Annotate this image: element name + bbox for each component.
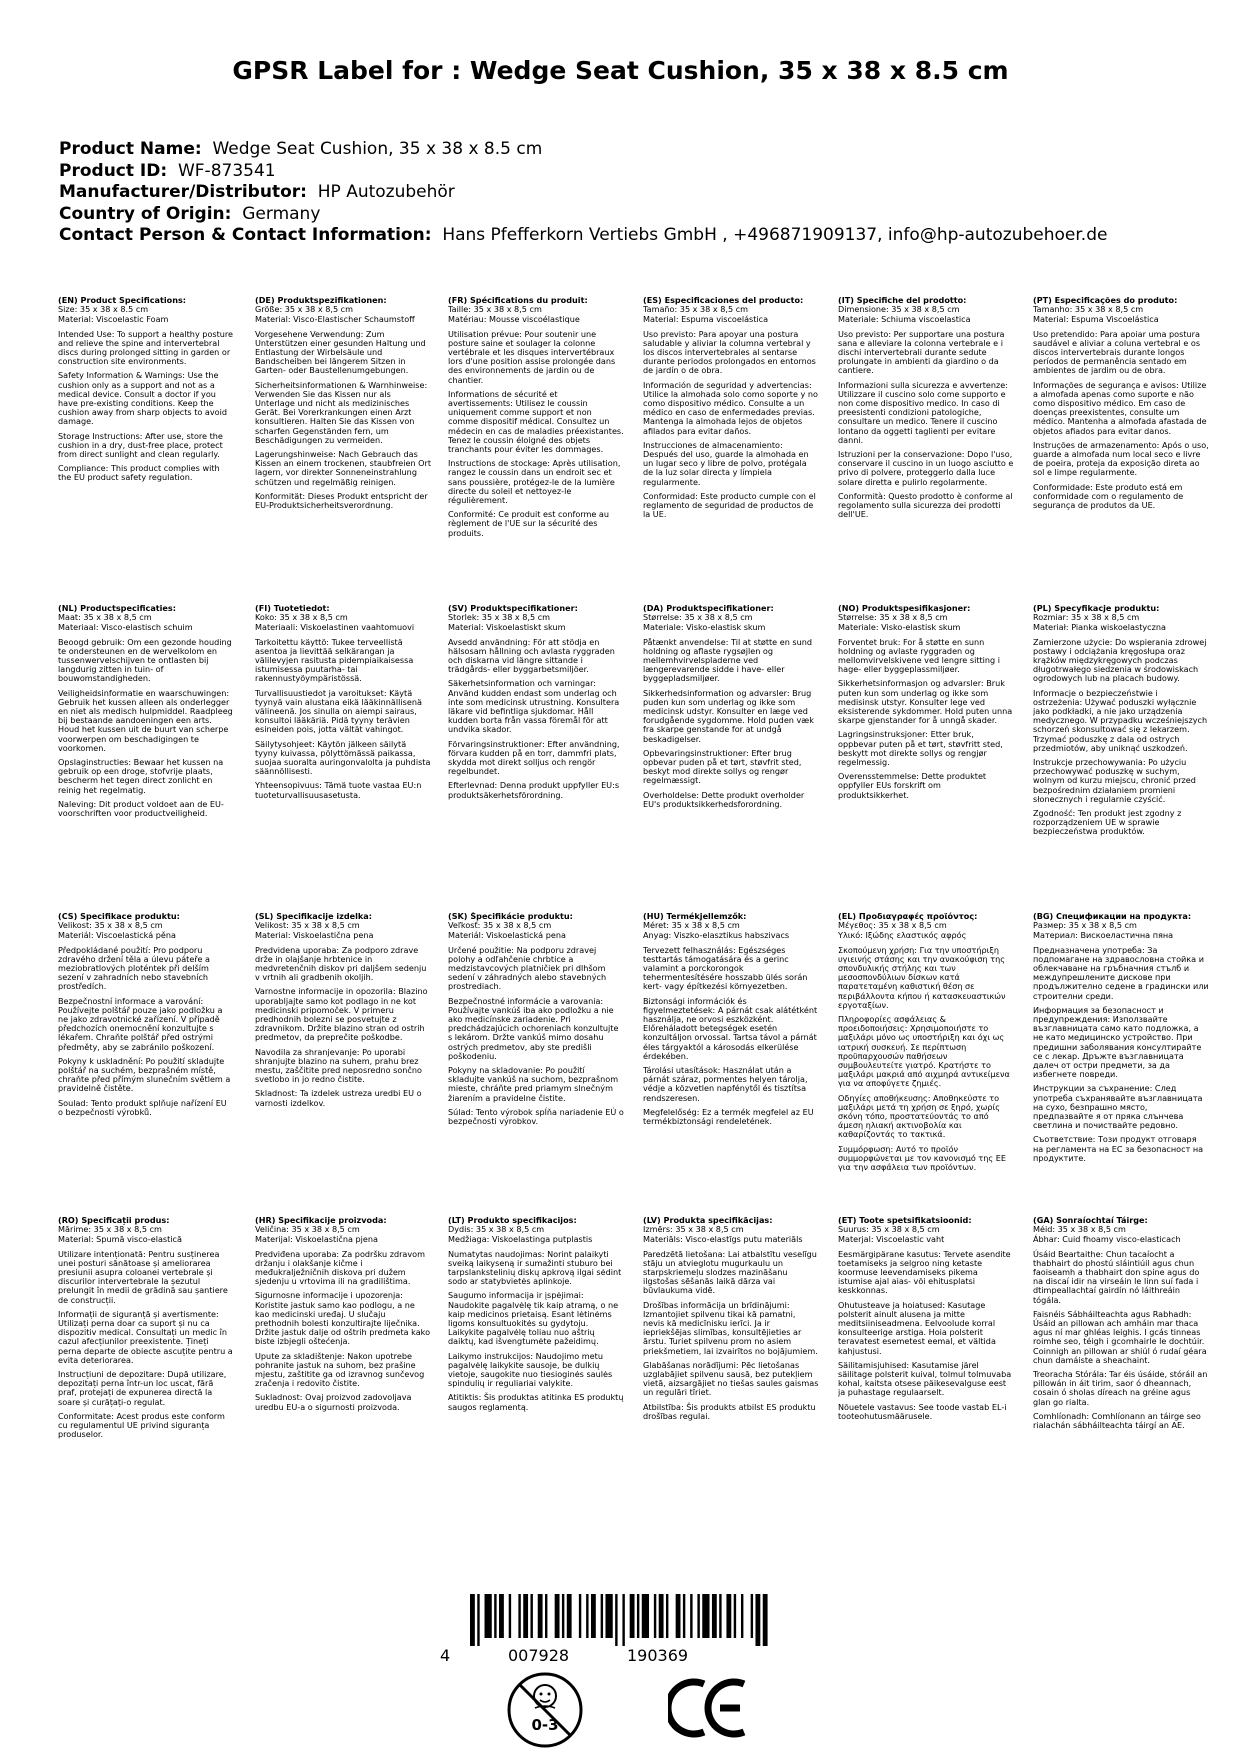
spec-line: Säkerhetsinformation och varningar: Använd kudden endast som underlag och inte som medicinsk utrustning. Konsultera läkare vid befintliga sjukdomar. Håll kudden borta från vassa föremål för att undvika skador. xyxy=(448,678,620,735)
spec-line: Maat: 35 x 38 x 8,5 cm xyxy=(58,612,152,623)
spec-line: Uso pretendido: Para apoiar uma postura saudável e aliviar a coluna vertebral e os discos intervertebrais durante longos períodos de permanência sentado em ambientes de jardim ou de obra. xyxy=(1033,328,1201,376)
spec-line: Størrelse: 35 x 38 x 8,5 cm xyxy=(643,612,753,623)
spec-line: Yhteensopivuus: Tämä tuote vastaa EU:n tuoteturvallisuusasetusta. xyxy=(255,780,422,800)
spec-line: Uso previsto: Para apoyar una postura saludable y aliviar la columna vertebral y los discos intervertebrales al sentarse durante periodos prolongados en entornos de jardín o de obra. xyxy=(643,328,816,376)
spec-line: Bezpečnostní informace a varování: Používejte polštář pouze jako podložku a ne jako zdravotnické zařízení. V případě předchozích onemocnění konzultujte s lékařem. Chraňte polštář před ostrými předměty, aby se zabránilo poškození. xyxy=(58,995,223,1052)
barcode-bar xyxy=(485,1594,492,1638)
info-row xyxy=(59,204,1209,226)
barcode-bar xyxy=(630,1594,635,1638)
spec-line: Paredzētā lietošana: Lai atbalstītu veselīgu stāju un atvieglotu mugurkaulu un starpskriemeļu slodzes mazināšanu ilgstošas sēšanās laikā dārza vai būvlaukuma vidē. xyxy=(643,1248,817,1296)
barcode-bar xyxy=(763,1594,768,1646)
barcode-bar xyxy=(562,1594,564,1638)
spec-line: Größe: 35 x 38 x 8,5 cm xyxy=(255,304,353,315)
spec-line: Utilizare intenționată: Pentru susținerea unei posturi sănătoase și ameliorarea presiunii asupra coloanei vertebrale și discurilor intervertebrale la șezutul prelungit în medii de grădină sau șantiere de construcții. xyxy=(58,1248,228,1305)
spec-line: Treoracha Stórála: Tar éis úsáide, stóráil an pillowán in áit tirim, saor ó dheannach, cosain ó sholas díreach na gréine agus glan go rialta. xyxy=(1033,1369,1208,1407)
spec-line: Säilytysohjeet: Käytön jälkeen säilytä tyyny kuivassa, pölyttömässä paikassa, suojaa suoralta auringonvalolta ja puhdista säännöllisesti. xyxy=(255,738,431,777)
spec-line: Velikost: 35 x 38 x 8,5 cm xyxy=(255,920,360,931)
spec-line: Instruções de armazenamento: Após o uso, guarde a almofada num local seco e livre de poeira, proteja da exposição direta ao sol e limpe regularmente. xyxy=(1033,439,1209,478)
info-row xyxy=(59,139,1209,161)
spec-line: Информация за безопасност и предупреждения: Използвайте възглавницата само като подложка, а не като медицинско устройство. При предишни заболявания консултирайте се с лекар. Дръжте възглавницата далеч от остри предмети, за да избегнете повреди. xyxy=(1033,1004,1202,1080)
spec-line: Úsáid Beartaithe: Chun tacaíocht a thabhairt do phostú sláintiúil agus chun faoiseamh a thabhairt don spine agus do na discaí idir na virseáin le linn suí fada i dtimpeallachtaí gairdín nó láithreáin tógála. xyxy=(1033,1248,1200,1305)
spec-line: Turvallisuustiedot ja varoitukset: Käytä tyynyä vain alustana eikä lääkinnällisenä välineenä. Jos sinulla on aiempi sairaus, konsultoi lääkäriä. Pidä tyyny terävien esineiden pois, jotta vältät vahingot. xyxy=(255,687,422,735)
info-row xyxy=(59,182,1209,204)
spec-line: Anyag: Viszko-elasztikus habszivacs xyxy=(643,930,790,941)
spec-section xyxy=(58,296,234,488)
spec-line: Atitiktis: Šis produktas atitinka ES produktų saugos reglamentą. xyxy=(448,1392,624,1412)
spec-line: Materiál: Viskoelastická pena xyxy=(448,930,566,941)
spec-section xyxy=(448,604,624,805)
barcode-bar xyxy=(726,1594,731,1638)
barcode-bar xyxy=(697,1594,699,1638)
spec-line: Инструкции за съхранение: След употреба съхранявайте възглавницата на сухо, безпрашно място, предпазвайте я от пряка слънчева светлина и почиствайте редовно. xyxy=(1033,1083,1203,1131)
spec-line: Dimensione: 35 x 38 x 8,5 cm xyxy=(838,304,960,315)
spec-line: Förvaringsinstruktioner: Efter användning, förvara kudden på en torr, dammfri plats, skydda mot direkt solljus och rengör regelbundet. xyxy=(448,738,620,777)
spec-section xyxy=(1033,1216,1209,1435)
spec-section xyxy=(448,296,624,543)
spec-line: Predviđena uporaba: Za podršku zdravom držanju i olakšanje kičme i međukralježničnih diskova pri dužem sjedenju u vrtovima ili na gradilištima. xyxy=(255,1248,426,1287)
spec-heading: (SK) Špecifikácie produktu: xyxy=(448,912,573,921)
barcode-digit-first: 4 xyxy=(440,1646,451,1665)
spec-line: Zgodność: Ten produkt jest zgodny z rozporządzeniem UE w sprawie bezpieczeństwa produktów. xyxy=(1033,808,1182,837)
spec-line: Påtænkt anvendelse: Til at støtte en sund holdning og aflaste rygsøjlen og mellemhvirvelspladerne ved længerevarende sidde i have- eller byggepladsmiljøer. xyxy=(643,636,813,684)
spec-line: Lagringsinstruksjoner: Etter bruk, oppbevar puten på et tørt, støvfritt sted, beskytt mot direkte sollys og rengjør regelmessig. xyxy=(838,729,1003,768)
spec-heading: (HR) Specifikacije proizvoda: xyxy=(255,1216,387,1225)
spec-line: Размер: 35 x 38 x 8,5 cm xyxy=(1033,920,1137,931)
spec-section xyxy=(838,912,1014,1177)
spec-line: Tervezett felhasználás: Egészséges testtartás támogatására és a gerinc valamint a porckorongok tehermentesítésére hosszabb ülés során kert- vagy építkezési környezetben. xyxy=(643,944,808,992)
spec-section xyxy=(643,296,819,524)
info-key: Product Name: xyxy=(59,139,202,159)
spec-line: Upute za skladištenje: Nakon upotrebe pohranite jastuk na suhom, bez prašine mjestu, zaštitite ga od izravnog sunčevog zračenja i redovito čistite. xyxy=(255,1350,425,1389)
spec-line: Faisnéis Sábháilteachta agus Rabhadh: Úsáid an pillowan ach amháin mar thaca agus ní mar ghléas leighis. I gcás tinneas roimhe seo, téigh i gcomhairle le dochtúir. Coinnigh an pillowan ar shiúl ó rudaí géara chun damáiste a sheachaint. xyxy=(1033,1308,1207,1365)
spec-line: Utilisation prévue: Pour soutenir une posture saine et soulager la colonne vertébrale et les disques intervertébraux lors d'une position assise prolongée dans des environnements de jardin ou de chantier. xyxy=(448,328,616,385)
spec-line: Tarkoitettu käyttö: Tukee terveellistä asentoa ja lievittää selkärangan ja välilevyjen rasitusta pidempiaikaisessa istumisessa puutarha- tai rakennustyöympäristössä. xyxy=(255,636,414,684)
spec-line: Izmērs: 35 x 38 x 8,5 cm xyxy=(643,1224,744,1235)
spec-heading: (FI) Tuotetiedot: xyxy=(255,604,330,613)
spec-heading: (FR) Spécifications du produit: xyxy=(448,296,588,305)
spec-section xyxy=(643,1216,819,1426)
spec-line: Størrelse: 35 x 38 x 8,5 cm xyxy=(838,612,948,623)
age-warning-0-3-icon xyxy=(505,1670,585,1750)
spec-section xyxy=(58,912,234,1122)
spec-line: Méid: 35 x 38 x 8,5 cm xyxy=(1033,1224,1126,1235)
spec-line: Saugumo informacija ir įspėjimai: Naudokite pagalvėlę tik kaip atramą, o ne kaip medicinos prietaisą. Esant lėtinėms ligoms konsultuokitės su gydytoju. Laikykite pagalvėlę toliau nuo aštrių daiktų, kad išvengtumėte pažeidimų. xyxy=(448,1290,619,1347)
spec-line: Informacje o bezpieczeństwie i ostrzeżenia: Używać poduszki wyłącznie jako podkładki, a nie jako urządzenia medycznego. W przypadku wcześniejszych schorzeń skonsultować się z lekarzem. Trzymać poduszkę z dala od ostrych przedmiotów, aby uniknąć uszkodzeń. xyxy=(1033,687,1208,753)
spec-line: Materiaali: Viskoelastinen vaahtomuovi xyxy=(255,622,415,633)
spec-line: Biztonsági információk és figyelmeztetések: A párnát csak alátétként használja, ne orvosi eszközként. Előreháladott betegségek esetén konzultáljon orvossal. Tartsa távol a párnát éles tárgyaktól a károsodás elkerülése érdekében. xyxy=(643,995,818,1061)
spec-line: Material: Visco-Elastischer Schaumstoff xyxy=(255,314,415,325)
barcode-bar xyxy=(494,1594,496,1638)
barcode-bar xyxy=(605,1594,612,1638)
spec-section xyxy=(643,912,819,1131)
spec-line: Ohutusteave ja hoiatused: Kasutage polsterit ainult alusena ja mitte meditsiiniseadmena. Eelvoolude korral konsulteerige arstiga. Hoia polsterit teravatest esemetest eemal, et vältida kahjustusi. xyxy=(838,1299,996,1356)
spec-line: Vorgesehene Verwendung: Zum Unterstützen einer gesunden Haltung und Entlastung der Wirbelsäule und Bandscheiben bei längerem Sitzen in Garten- oder Baustellenumgebungen. xyxy=(255,328,426,376)
spec-line: Súlad: Tento výrobok spĺňa nariadenie EÚ o bezpečnosti výrobkov. xyxy=(448,1106,624,1127)
spec-line: Medžiaga: Viskoelastinga putplastis xyxy=(448,1234,593,1245)
barcode-bar xyxy=(712,1594,717,1638)
barcode-bar xyxy=(719,1594,721,1638)
spec-line: Drošības informācija un brīdinājumi: Izmantojiet spilvenu tikai kā pamatni, nevis kā medicīnisku ierīci. Ja ir iepriekšējas slimības, konsultējieties ar ārstu. Turiet spilvenu prom no asiem priekšmetiem, lai izvairītos no bojājumiem. xyxy=(643,1299,818,1356)
spec-line: Laikymo instrukcijos: Naudojimo metu pagalvėlę laikykite sausoje, be dulkių vietoje, saugokite nuo tiesioginės saulės spindulių ir reguliariai valykite. xyxy=(448,1350,613,1389)
spec-line: Avsedd användning: För att stödja en hälsosam hållning och avlasta ryggraden och diskarna vid längre sittande i trädgårds- eller byggarbetsmiljöer. xyxy=(448,636,615,675)
spec-line: Sukladnost: Ovaj proizvod zadovoljava uredbu EU-a o sigurnosti proizvoda. xyxy=(255,1392,412,1412)
spec-line: Mărime: 35 x 38 x 8,5 cm xyxy=(58,1224,162,1235)
spec-line: Glabāšanas norādījumi: Pēc lietošanas uzglabājiet spilvenu sausā, bez putekļiem vietā, aizsargājiet no tiešas saules gaismas un regulāri tīriet. xyxy=(643,1359,819,1398)
info-key: Manufacturer/Distributor: xyxy=(59,182,307,202)
barcode-bar xyxy=(676,1594,681,1638)
spec-line: Veľkosť: 35 x 38 x 8,5 cm xyxy=(448,920,552,931)
spec-line: Sikkerhetsinformasjon og advarsler: Bruk puten kun som underlag og ikke som medisinsk utstyr. Konsulter lege ved eksisterende sykdommer. Hold puten unna skarpe gjenstander for å unngå skader. xyxy=(838,678,1013,726)
spec-line: Lagerungshinweise: Nach Gebrauch das Kissen an einem trockenen, staubfreien Ort lagern, vor direkter Sonneneinstrahlung schützen und regelmäßig reinigen. xyxy=(255,449,431,487)
barcode-bar xyxy=(615,1594,617,1646)
spec-line: Atbilstība: Šis produkts atbilst ES produktu drošības regulai. xyxy=(643,1401,816,1421)
spec-line: Suurus: 35 x 38 x 8,5 cm xyxy=(838,1224,940,1235)
spec-line: Uso previsto: Per supportare una postura sana e alleviare la colonna vertebrale e i dischi intervertebrali durante sedute prolungate in ambienti da giardino o da cantiere. xyxy=(838,328,1005,376)
spec-line: Size: 35 x 38 x 8.5 cm xyxy=(58,304,149,315)
spec-line: Určené použitie: Na podporu zdravej polohy a odľahčenie chrbtice a medzistavcových platničiek pri dlhšom sedení v záhradných alebo stavebných prostrediach. xyxy=(448,944,607,992)
info-value: HP Autozubehör xyxy=(317,182,455,202)
spec-section xyxy=(838,1216,1014,1426)
spec-line: Veličina: 35 x 38 x 8,5 cm xyxy=(255,1224,360,1235)
spec-line: Safety Information & Warnings: Use the cushion only as a support and not as a medical device. Consult a doctor if you have pre-existing conditions. Keep the cushion away from sharp objects to avoid damage. xyxy=(58,370,228,427)
spec-line: Dydis: 35 x 38 x 8,5 cm xyxy=(448,1224,545,1235)
spec-line: Numatytas naudojimas: Norint palaikyti sveiką laikyseną ir sumažinti stuburo bei tarpslankstelinių diskų apkrovą ilgai sėdint sodo ar statybvietės aplinkoje. xyxy=(448,1248,622,1287)
spec-line: Megfelelőség: Ez a termék megfelel az EU termékbiztonsági rendeletének. xyxy=(643,1106,814,1127)
spec-line: Informações de segurança e avisos: Utilize a almofada apenas como suporte e não como dispositivo médico. Em caso de doenças preexistentes, consulte um médico. Mantenha a almofada afastada de objetos afiados para evitar danos. xyxy=(1033,379,1207,436)
barcode-bar xyxy=(659,1594,664,1638)
spec-section xyxy=(255,604,431,805)
spec-line: Compliance: This product complies with the EU product safety regulation. xyxy=(58,463,220,483)
spec-line: Υλικό: Ιξώδης ελαστικός αφρός xyxy=(838,930,967,941)
spec-line: Comhlíonadh: Comhlíonann an táirge seo rialachán sábháilteachta táirgí an AE. xyxy=(1033,1410,1201,1431)
barcode-bar xyxy=(499,1594,504,1638)
spec-heading: (NO) Produktspesifikasjoner: xyxy=(838,604,971,613)
spec-heading: (EN) Product Specifications: xyxy=(58,296,187,305)
spec-line: Istruzioni per la conservazione: Dopo l'uso, conservare il cuscino in un luogo asciutto e privo di polvere, proteggerlo dalla luce solare diretta e pulirlo regolarmente. xyxy=(838,449,1014,487)
spec-line: Zamierzone użycie: Do wspierania zdrowej postawy i odciążania kręgosłupa oraz krążków międzykręgowych podczas długotrwałego siedzenia w środowiskach ogrodowych lub na placach budowy. xyxy=(1033,636,1207,684)
spec-section xyxy=(1033,912,1209,1168)
page-title: GPSR Label for : Wedge Seat Cushion, 35 x 38 x 8.5 cm xyxy=(232,56,1009,85)
spec-line: Matériau: Mousse viscoélastique xyxy=(448,314,580,325)
barcode-bar xyxy=(538,1594,543,1638)
spec-line: Predvidena uporaba: Za podporo zdrave drže in olajšanje hrbtenice in medvretenčnih diskov pri daljšem sedenju v vrtnih ali gradbenih okoljih. xyxy=(255,944,427,983)
spec-line: Material: Espuma Viscoelástica xyxy=(1033,314,1159,325)
info-row xyxy=(59,161,1209,183)
spec-line: Informazioni sulla sicurezza e avvertenze: Utilizzare il cuscino solo come supporto e non come dispositivo medico. In caso di preesistenti condizioni patologiche, consultare un medico. Tenere il cuscino lontano da oggetti taglienti per evitare danni. xyxy=(838,379,1008,445)
barcode-bar xyxy=(622,1594,624,1646)
barcode-bar xyxy=(591,1594,596,1638)
spec-heading: (ET) Toote spetsifikatsioonid: xyxy=(838,1216,972,1225)
spec-line: Materiāls: Visco-elastīgs putu materiāls xyxy=(643,1234,803,1245)
barcode-bar xyxy=(601,1594,603,1638)
spec-section xyxy=(58,1216,234,1444)
spec-line: Conformidad: Este producto cumple con el reglamento de seguridad de productos de la UE. xyxy=(643,490,816,520)
spec-line: Ábhar: Cuid fhoamy visco-elasticach xyxy=(1033,1234,1181,1245)
spec-heading: (PT) Especificações do produto: xyxy=(1033,296,1178,305)
barcode-bar xyxy=(666,1594,668,1638)
barcode-bar xyxy=(477,1594,479,1646)
spec-heading: (LT) Produkto specifikacijos: xyxy=(448,1216,577,1225)
spec-line: Efterlevnad: Denna produkt uppfyller EU:s produktsäkerhetsförordning. xyxy=(448,780,620,800)
spec-line: Conformità: Questo prodotto è conforme al regolamento sulla sicurezza dei prodotti dell'UE. xyxy=(838,490,1013,520)
barcode-digit-left: 007928 xyxy=(508,1646,570,1665)
spec-line: Material: Espuma viscoelástica xyxy=(643,314,769,325)
barcode-bar xyxy=(470,1594,475,1646)
spec-line: Eesmärgipärane kasutus: Tervete asendite toetamiseks ja selgroo ning ketaste koormuse leevendamiseks pikema istumise ajal aias- või ehitusplatsi keskkonnas. xyxy=(838,1248,1011,1296)
info-key: Country of Origin: xyxy=(59,203,232,224)
info-row xyxy=(59,225,1209,247)
spec-line: Opslaginstructies: Bewaar het kussen na gebruik op een droge, stofvrije plaats, bescherm het tegen direct zonlicht en reinig het regelmatig. xyxy=(58,757,224,795)
barcode-bar xyxy=(567,1594,572,1638)
spec-line: Materiał: Pianka wiskoelastyczna xyxy=(1033,622,1166,633)
barcode-bar xyxy=(654,1594,656,1638)
spec-heading: (HU) Termékjellemzők: xyxy=(643,912,747,921)
spec-line: Konformität: Dieses Produkt entspricht der EU-Produktsicherheitsverordnung. xyxy=(255,490,428,511)
spec-line: Предназначена употреба: За подпомагане на здравословна стойка и облекчаване на гръбначния стълб и междупрешлените дискове при продължително седене в градински или строителни среди. xyxy=(1033,944,1209,1001)
spec-line: Skladnost: Ta izdelek ustreza uredbi EU o varnosti izdelkov. xyxy=(255,1088,422,1108)
info-key: Contact Person & Contact Information: xyxy=(59,225,432,245)
spec-line: Conformitate: Acest produs este conform cu regulamentul UE privind siguranța produselor. xyxy=(58,1410,225,1440)
barcode-bar xyxy=(751,1594,753,1638)
spec-line: Οδηγίες αποθήκευσης: Αποθηκεύστε το μαξιλάρι μετά τη χρήση σε ξηρό, χωρίς σκόνη τόπο, προστατεύοντάς το από άμεση ηλιακή ακτινοβολία και καθαρίζοντάς το τακτικά. xyxy=(838,1092,1001,1140)
spec-heading: (CS) Specifikace produktu: xyxy=(58,912,180,921)
barcode-bar xyxy=(690,1594,692,1638)
spec-line: Σκοπούμενη χρήση: Για την υποστήριξη υγιεινής στάσης και την ανακούφιση της σπονδυλικής στήλης και των μεσοσπονδύλιων δίσκων κατά παρατεταμένη καθιστική θέση σε περιβάλλοντα κήπου ή κατασκευαστικών εργοταξίων. xyxy=(838,944,1006,1010)
spec-heading: (NL) Productspecificaties: xyxy=(58,604,176,613)
barcode-icon xyxy=(470,1594,770,1646)
info-key: Product ID: xyxy=(59,160,168,181)
spec-line: Materiaal: Visco-elastisch schuim xyxy=(58,622,193,633)
spec-heading: (LV) Produkta specifikācijas: xyxy=(643,1216,773,1225)
spec-line: Materiale: Visko-elastisk skum xyxy=(838,622,961,633)
spec-line: Sikkerhedsinformation og advarsler: Brug puden kun som underlag og ikke som medicinsk udstyr. Konsulter en læge ved forudgående sygdomme. Hold puden væk fra skarpe genstande for at undgå beskadigelser. xyxy=(643,687,814,744)
spec-line: Materijal: Viskoelastična pjena xyxy=(255,1234,378,1245)
spec-line: Nõuetele vastavus: See toode vastab EL-i tooteohutusmäärusele. xyxy=(838,1401,1007,1421)
spec-line: Materiale: Visko-elastisk skum xyxy=(643,622,766,633)
spec-line: Material: Viskoelastična pena xyxy=(255,930,374,941)
spec-line: Overholdelse: Dette produkt overholder EU's produktsikkerhedsforordning. xyxy=(643,789,805,809)
barcode-bar xyxy=(586,1594,588,1638)
spec-section xyxy=(255,1216,431,1417)
spec-line: Varnostne informacije in opozorila: Blazino uporabljajte samo kot podlago in ne kot medicinski pripomoček. V primeru predhodnih bolezni se posvetujte z zdravnikom. Držite blazino stran od ostrih predmetov, da preprečite poškodbe. xyxy=(255,986,428,1043)
spec-section xyxy=(448,1216,624,1417)
spec-grid xyxy=(58,296,1209,1506)
spec-line: Naleving: Dit product voldoet aan de EU-voorschriften voor productveiligheid. xyxy=(58,798,224,819)
barcode-bar xyxy=(734,1594,736,1638)
info-value: Wedge Seat Cushion, 35 x 38 x 8.5 cm xyxy=(212,139,543,159)
spec-line: Informations de sécurité et avertissements: Utilisez le coussin uniquement comme support et non comme dispositif médical. Consultez un médecin en cas de maladies préexistantes. Tenez le coussin éloigné des objets tranchants pour éviter les dommages. xyxy=(448,388,624,455)
spec-line: Πληροφορίες ασφάλειας & προειδοποιήσεις: Χρησιμοποιήστε το μαξιλάρι μόνο ως υποστήριξη και όχι ως ιατρική συσκευή. Σε περίπτωση προϋπαρχουσών παθήσεων συμβουλευτείτε γιατρό. Κρατήστε το μαξιλάρι μακριά από αιχμηρά αντικείμενα για να αποφύγετε ζημιές. xyxy=(838,1014,1010,1089)
info-value: Germany xyxy=(242,203,321,224)
spec-line: Sicherheitsinformationen & Warnhinweise: Verwenden Sie das Kissen nur als Unterlage und nicht als medizinisches Gerät. Bei Vorerkrankungen einen Arzt konsultieren. Halten Sie das Kissen von scharfen Gegenständen fern, um Beschädigungen zu vermeiden. xyxy=(255,379,428,445)
spec-line: Material: Spumă visco-elastică xyxy=(58,1234,182,1245)
spec-line: Μέγεθος: 35 x 38 x 8,5 cm xyxy=(838,920,947,931)
spec-line: Méret: 35 x 38 x 8,5 cm xyxy=(643,920,740,931)
spec-line: Tamaño: 35 x 38 x 8,5 cm xyxy=(643,304,749,315)
info-value: Hans Pfefferkorn Vertiebs GmbH , +496871909137, info@hp-autozubehoer.de xyxy=(442,225,1108,245)
barcode-bar xyxy=(509,1594,511,1638)
spec-line: Instrukcje przechowywania: Po użyciu przechowywać poduszkę w suchym, wolnym od kurzu miejscu, chronić przed bezpośrednim działaniem promieni słonecznych i regularnie czyścić. xyxy=(1033,757,1196,804)
spec-line: Storlek: 35 x 38 x 8,5 cm xyxy=(448,612,551,623)
spec-line: Συμμόρφωση: Αυτό το προϊόν συμμορφώνεται με τον κανονισμό της ΕΕ για την ασφάλεια των προϊόντων. xyxy=(838,1143,1006,1173)
spec-line: Storage Instructions: After use, store the cushion in a dry, dust-free place, protect from direct sunlight and clean regularly. xyxy=(58,430,223,460)
spec-line: Forventet bruk: For å støtte en sunn holdning og avlaste ryggraden og mellomvirvelskivene ved lengre sitting i hage- eller byggeplassmiljøer. xyxy=(838,636,1001,675)
barcode-bar xyxy=(545,1594,547,1638)
spec-line: Předpokládané použití: Pro podporu zdravého držení těla a úlevu páteře a meziobratlových ploténtek při delším sezení v zahradních nebo stavebních prostředích. xyxy=(58,944,210,992)
spec-heading: (DE) Produktspezifikationen: xyxy=(255,296,387,305)
spec-line: Material: Viskoelastiskt skum xyxy=(448,622,566,633)
spec-line: Opbevaringsinstruktioner: Efter brug opbevar puden på et tørt, støvfrit sted, beskyt mod direkte sollys og rengør regelmæssigt. xyxy=(643,747,802,786)
spec-line: Informații de siguranță și avertismente: Utilizați perna doar ca suport și nu ca dispozitiv medical. Consultați un medic în cazul afecțiunilor preexistente. Țineți perna departe de obiecte ascuțite pentru a evita deteriorarea. xyxy=(58,1308,233,1365)
spec-section xyxy=(643,604,819,814)
spec-line: Tárolási utasítások: Használat után a párnát száraz, pormentes helyen tárolja, védje a közvetlen napfénytől és tisztítsa rendszeresen. xyxy=(643,1065,808,1103)
spec-line: Materiale: Schiuma viscoelastica xyxy=(838,314,971,325)
barcode-bar xyxy=(683,1594,685,1638)
spec-section xyxy=(1033,604,1209,842)
ce-mark-icon xyxy=(668,1676,748,1740)
spec-section xyxy=(58,604,234,823)
spec-line: Sigurnosne informacije i upozorenja: Koristite jastuk samo kao podlogu, a ne kao medicinski uređaj. U slučaju prethodnih bolesti konzultirajte liječnika. Držite jastuk dalje od oštrih predmeta kako biste izbjegli oštećenja. xyxy=(255,1290,431,1347)
barcode-bar xyxy=(637,1594,639,1638)
spec-heading: (RO) Specificații produs: xyxy=(58,1216,170,1225)
spec-line: Beoogd gebruik: Om een gezonde houding te ondersteunen en de wervelkolom en tussenwervelschijven te ontlasten bij langdurig zitten in tuin- of bouwomstandigheden. xyxy=(58,636,232,684)
spec-heading: (SL) Specifikacije izdelka: xyxy=(255,912,373,921)
spec-line: Soulad: Tento produkt splňuje nařízení EU o bezpečnosti výrobků. xyxy=(58,1097,227,1117)
spec-line: Velikost: 35 x 38 x 8,5 cm xyxy=(58,920,163,931)
spec-line: Säilitamisjuhised: Kasutamise järel säilitage polsterit kuival, tolmul tolmuvaba kohal, kaitsta otsese päikesevalguse eest ja puhastage regulaarselt. xyxy=(838,1359,1012,1398)
spec-line: Conformidade: Este produto está em conformidade com o regulamento de segurança de produtos da UE. xyxy=(1033,481,1184,511)
spec-heading: (EL) Προδιαγραφές προϊόντος: xyxy=(838,912,978,921)
spec-line: Instructions de stockage: Après utilisation, rangez le coussin dans un endroit sec et sans poussière, protégez-le de la lumière directe du soleil et nettoyez-le régulièrement. xyxy=(448,458,621,506)
spec-line: Conformité: Ce produit est conforme au règlement de l'UE sur la sécurité des produits. xyxy=(448,509,609,538)
barcode-bar xyxy=(523,1594,528,1638)
spec-line: Intended Use: To support a healthy posture and relieve the spine and intervertebral discs during prolonged sitting in garden or construction site environments. xyxy=(58,328,234,367)
spec-section xyxy=(1033,296,1209,515)
spec-line: Navodila za shranjevanje: Po uporabi shranjujte blazino na suhem, prahu brez mestu, zaščitite pred neposredno sončno svetlobo in jo redno čistite. xyxy=(255,1046,422,1085)
spec-section xyxy=(448,912,624,1131)
spec-section xyxy=(255,912,431,1113)
spec-line: Instrucțiuni de depozitare: După utilizare, depozitați perna într-un loc uscat, fără praf, protejați de expunerea directă la soare și curățați-o regulat. xyxy=(58,1369,227,1407)
barcode-bar xyxy=(741,1594,743,1638)
spec-line: Taille: 35 x 38 x 8,5 cm xyxy=(448,304,542,315)
spec-section xyxy=(838,604,1014,805)
barcode-digit-right: 190369 xyxy=(627,1646,689,1665)
spec-line: Материал: Вискоеластична пяна xyxy=(1033,930,1174,941)
barcode-bar xyxy=(702,1594,709,1638)
spec-heading: (GA) Sonraíochtaí Táirge: xyxy=(1033,1216,1148,1225)
svg-text:0-3: 0-3 xyxy=(531,1716,559,1734)
barcode-bar xyxy=(530,1594,532,1638)
spec-line: Tamanho: 35 x 38 x 8,5 cm xyxy=(1033,304,1144,315)
spec-line: Instrucciones de almacenamiento: Después del uso, guarde la almohada en un lugar seco y libre de polvo, protégala de la luz solar directa y límpiela regularmente. xyxy=(643,439,809,487)
spec-line: Material: Viscoelastic Foam xyxy=(58,314,169,325)
spec-line: Съответствие: Този продукт отговаря на регламента на ЕС за безопасност на продуктите. xyxy=(1033,1134,1204,1163)
barcode-bar xyxy=(755,1594,760,1646)
spec-line: Koko: 35 x 38 x 8,5 cm xyxy=(255,612,348,623)
spec-heading: (IT) Specifiche del prodotto: xyxy=(838,296,967,305)
spec-heading: (PL) Specyfikacje produktu: xyxy=(1033,604,1160,613)
spec-line: Información de seguridad y advertencias: Utilice la almohada solo como soporte y no como dispositivo médico. Consulte a un médico en caso de enfermedades previas. Mantenga la almohada lejos de objetos afilados para evitar daños. xyxy=(643,379,818,436)
spec-line: Pokyny na skladovanie: Po použití skladujte vankúš na suchom, bezprašnom mieste, chráňte pred priamym slnečným žiarením a pravidelne čistite. xyxy=(448,1065,619,1103)
barcode-bar xyxy=(579,1594,581,1638)
spec-line: Veiligheidsinformatie en waarschuwingen: Gebruik het kussen alleen als onderlegger en niet als medisch hulpmiddel. Raadpleeg bij bestaande aandoeningen een arts. Houd het kussen uit de buurt van scherpe voorwerpen om beschadigingen te voorkomen. xyxy=(58,687,233,753)
spec-heading: (DA) Produktspecifikationer: xyxy=(643,604,774,613)
product-info xyxy=(59,139,1209,247)
spec-line: Bezpečnostné informácie a varovania: Používajte vankúš iba ako podložku a nie ako medicínske zariadenie. Pri predchádzajúcich ochoreniach konzultujte s lekárom. Držte vankúš mimo dosahu ostrých predmetov, aby ste predišli poškodeniu. xyxy=(448,995,619,1061)
spec-heading: (SV) Produktspecifikationer: xyxy=(448,604,578,613)
info-value: WF-873541 xyxy=(177,160,276,181)
spec-section xyxy=(838,296,1014,524)
barcode-bar xyxy=(518,1594,520,1638)
spec-section xyxy=(255,296,431,515)
spec-heading: (BG) Спецификации на продукта: xyxy=(1033,912,1192,921)
spec-line: Materjal: Viscoelastic vaht xyxy=(838,1234,945,1245)
spec-line: Overensstemmelse: Dette produktet oppfyller EUs forskrift om produktsikkerhet. xyxy=(838,771,987,800)
spec-line: Materiál: Viscoelastická pěna xyxy=(58,930,176,941)
spec-line: Pokyny k uskladnění: Po použití skladujte polštář na suchém, bezprašném místě, chraňte před přímým slunečním světlem a pravidelně čistěte. xyxy=(58,1055,231,1094)
barcode-bar xyxy=(555,1594,560,1638)
barcode-bar xyxy=(642,1594,649,1638)
spec-line: Rozmiar: 35 x 38 x 8,5 cm xyxy=(1033,612,1140,623)
spec-heading: (ES) Especificaciones del producto: xyxy=(643,296,804,305)
